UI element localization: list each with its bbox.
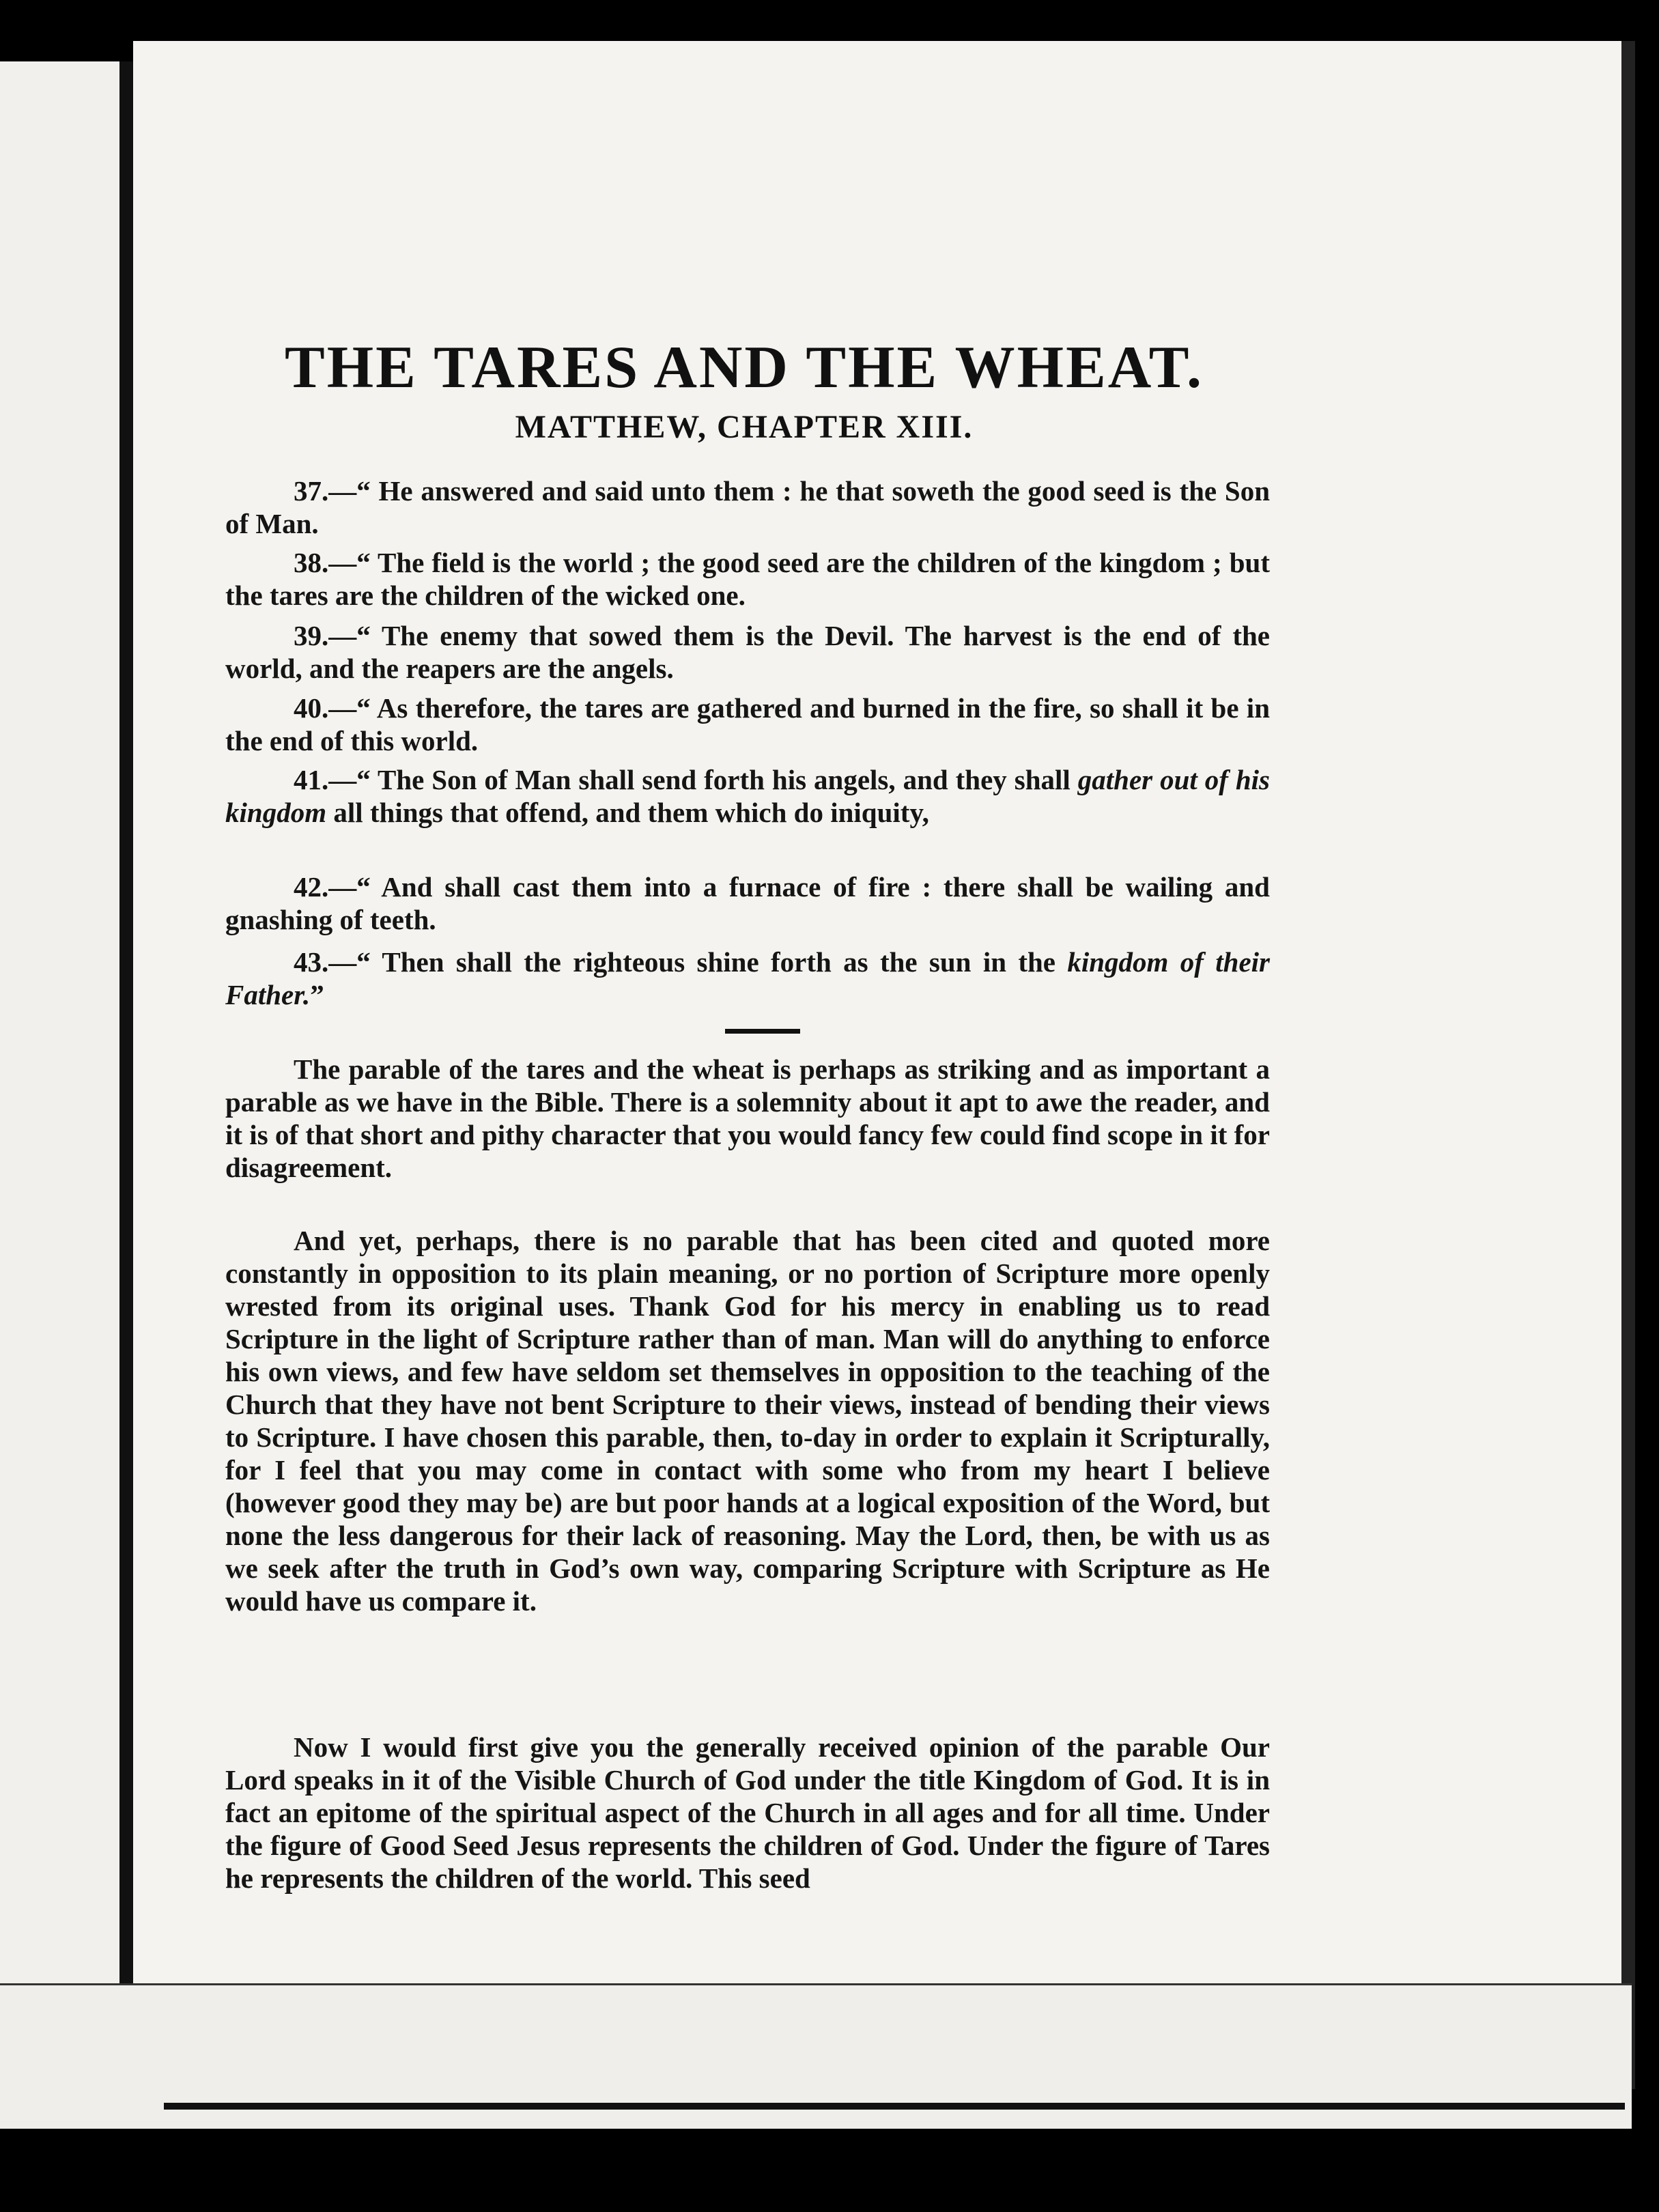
binding-gutter <box>119 61 133 2007</box>
verse-39: 39.—“ The enemy that sowed them is the Devil. The harvest is the end of the world, and the reapers are the angels. <box>225 620 1270 684</box>
paragraph-2: And yet, perhaps, there is no parable that has been cited and quoted more constantly in opposition to its plain meaning, or no portion of Scripture more openly wrested from its original uses. Thank God for his mercy in enabling us to read Scripture in the light of Scripture rather than of man. Man will do anything to enforce his own views, and few have seldom set themselves in opposition to the teaching of the Church that they have not bent Scripture to their views, instead of bending their views to Scripture. I have chosen this parable, then, to-day in order to explain it Scripturally, for I feel that you may come in contact with some who from my heart I believe (however good they may be) are but poor hands at a logical exposition of the Word, but none the less dangerous for their lack of reasoning. May the Lord, then, be with us as we seek after the truth in God’s own way, comparing Scripture with Scripture as He would have us compare it. <box>225 1225 1270 1617</box>
verse-37: 37.—“ He answered and said unto them : he that soweth the good seed is the Son of Man. <box>225 475 1270 539</box>
verse-42: 42.—“ And shall cast them into a furnace of fire : there shall be wailing and gnashing of teeth. <box>225 871 1270 935</box>
bottom-rule <box>164 2103 1625 2110</box>
verse-43: 43.—“ Then shall the righteous shine forth as the sun in the kingdom of their Father.” <box>225 946 1270 1010</box>
paragraph-1: The parable of the tares and the wheat is perhaps as striking and as important a parable as we have in the Bible. There is a solemnity about it apt to awe the reader, and it is of that short and pithy character that you would fancy few could find scope in it for disagreement. <box>225 1053 1270 1183</box>
chapter-heading: MATTHEW, CHAPTER XIII. <box>515 409 974 445</box>
paragraph-3: Now I would first give you the generally received opinion of the parable Our Lord speaks in it of the Visible Church of God under the title Kingdom of God. It is in fact an epitome of the spiritual aspect of the Church in all ages and for all time. Under the figure of Good Seed Jesus represents the children of God. Under the figure of Tares he represents the children of the world. This seed <box>225 1731 1270 1894</box>
facing-page-edge <box>0 61 119 2007</box>
section-divider <box>725 1029 800 1034</box>
page-title: THE TARES AND THE WHEAT. <box>285 335 1204 401</box>
verse-38: 38.—“ The field is the world ; the good seed are the children of the kingdom ; but the tares are the children of the wicked one. <box>225 547 1270 611</box>
page-right-edge <box>1621 41 1635 2089</box>
verse-40: 40.—“ As therefore, the tares are gathered and burned in the fire, so shall it be in the end of this world. <box>225 692 1270 756</box>
verse-41: 41.—“ The Son of Man shall send forth his angels, and they shall gather out of his kingdom all things that offend, and them which do iniquity, <box>225 764 1271 828</box>
